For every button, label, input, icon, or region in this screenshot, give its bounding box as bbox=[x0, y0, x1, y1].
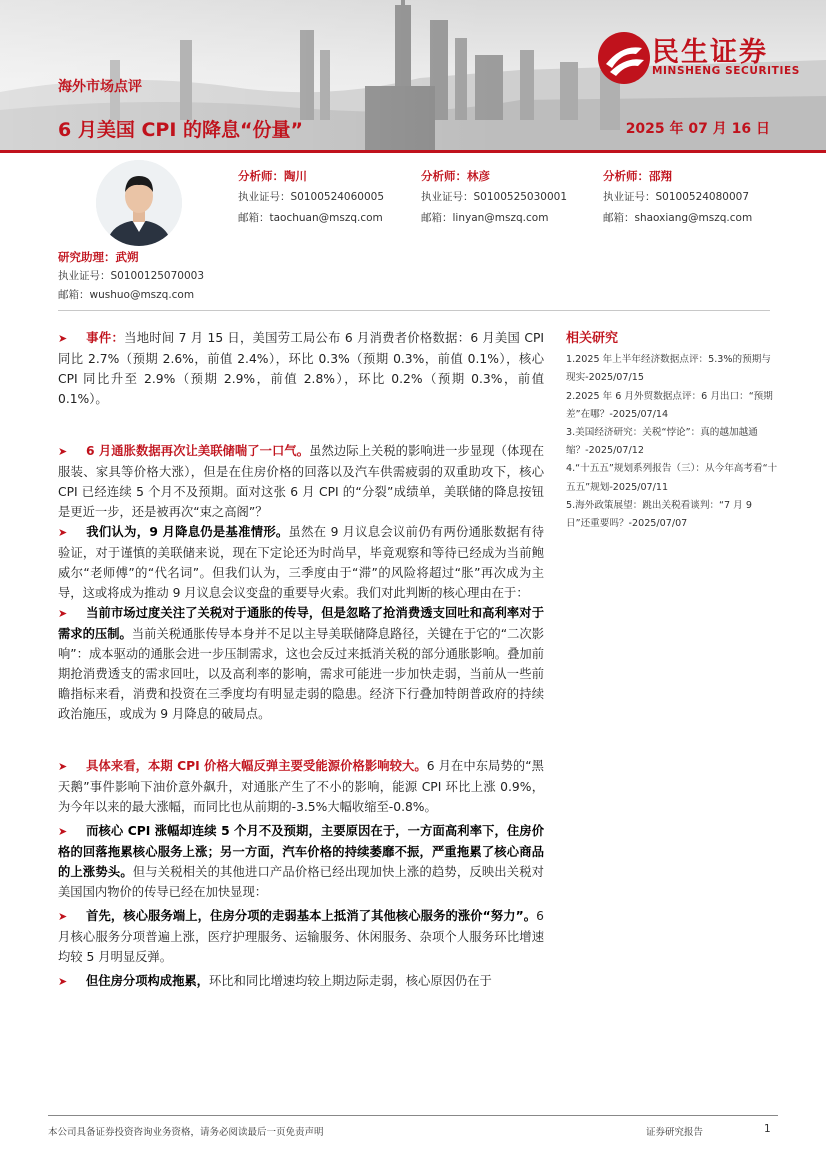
arrow-icon: ➤ bbox=[58, 526, 68, 539]
paragraph-core-cpi: ➤ 而核心 CPI 涨幅却连续 5 个月不及预期，主要原因在于，一方面高利率下，住房价格的回落拖累核心服务上涨；另一方面，汽车价格的持续萎靡不振，严重拖累了核心商品的上涨势头。但与关税相关的其他进口产品价格已经出现加快上涨的趋势，反映出关税对美国国内物价的传导已经在加快显现： bbox=[58, 824, 544, 899]
report-date: 2025 年 07 月 16 日 bbox=[625, 121, 770, 137]
report-title: 6 月美国 CPI 的降息“份量” bbox=[58, 119, 303, 141]
analyst-cert: 执业证号：S0100525030001 bbox=[421, 191, 568, 203]
paragraph-housing: ➤ 但住房分项构成拖累，环比和同比增速均较上期边际走弱，核心原因仍在于 bbox=[58, 971, 544, 992]
related-research-item[interactable]: 2.2025 年 6 月外贸数据点评：6 月出口：“预期差”在哪？-2025/07/14 bbox=[566, 390, 773, 420]
arrow-icon: ➤ bbox=[58, 910, 68, 923]
analyst-email[interactable]: 邮箱：linyan@mszq.com bbox=[421, 212, 549, 224]
analyst-card-3 bbox=[603, 166, 783, 229]
arrow-icon: ➤ bbox=[58, 975, 68, 988]
analyst-cert: 执业证号：S0100524060005 bbox=[238, 191, 385, 203]
paragraph-energy: ➤ 具体来看，本期 CPI 价格大幅反弹主要受能源价格影响较大。6 月在中东局势的“黑天鹅”事件影响下油价意外飙升，对通胀产生了不小的影响，能源 CPI 环比上涨 0.9%，为今年以来的最大涨幅，而同比也从前期的-3.5%大幅收缩至-0.8%。 bbox=[58, 759, 544, 814]
analyst-name: 分析师：陶川 bbox=[238, 169, 307, 183]
footer-disclaimer: 本公司具备证券投资咨询业务资格，请务必阅读最后一页免责声明 bbox=[48, 1127, 324, 1138]
paragraph-event: ➤ 事件：当地时间 7 月 15 日，美国劳工局公布 6 月消费者价格数据：6 月美国 CPI 同比 2.7%（预期 2.6%，前值 2.4%），环比 0.3%（预期 0.3%，前值 0.1%），核心 CPI 同比升至 2.9%（预期 2.9%，前值 2.8%），环比 0.2%（预期 0.3%，前值 0.1%）。 bbox=[58, 331, 544, 406]
footer-doc-type: 证券研究报告 bbox=[646, 1127, 704, 1138]
header-divider bbox=[0, 150, 826, 153]
analyst-email[interactable]: 邮箱：shaoxiang@mszq.com bbox=[603, 212, 753, 224]
logo-text-en: MINSHENG SECURITIES bbox=[652, 65, 800, 77]
arrow-icon: ➤ bbox=[58, 760, 68, 773]
analyst-card-1 bbox=[238, 166, 418, 229]
analyst-photo bbox=[96, 160, 182, 246]
related-research-title: 相关研究 bbox=[566, 331, 619, 346]
main-content bbox=[58, 328, 544, 992]
related-research bbox=[566, 330, 778, 533]
paragraph-view: ➤ 我们认为，9 月降息仍是基准情形。虽然在 9 月议息会议前仍有两份通胀数据有待验证，对于谨慎的美联储来说，现在下定论还为时尚早，毕竟观察和等待已经成为当前鲍威尔“老师傅”的“代名词”。但我们认为，三季度由于“滞”的风险将超过“胀”再次成为主导，这或将成为推动 9 月议息会议变盘的重要导火索。我们对此判断的核心理由在于： bbox=[58, 525, 544, 600]
page-number: 1 bbox=[764, 1123, 771, 1135]
paragraph-reason: ➤ 当前市场过度关注了关税对于通胀的传导，但是忽略了抢消费透支回吐和高利率对于需求的压制。当前关税通胀传导本身并不足以主导美联储降息路径，关键在于它的“二次影响”：成本驱动的通胀会进一步压制需求，这也会反过来抵消关税的部分通胀影响。叠加前期抢消费透支的需求回吐，以及高利率的影响，需求可能进一步加快走弱，当前从一些前瞻指标来看，消费和投资在三季度均有明显走弱的隐患。经济下行叠加特朗普政府的持续政治施压，或成为 9 月降息的破局点。 bbox=[58, 606, 544, 721]
related-research-item[interactable]: 5.海外政策展望：跳出关税看谈判：“7 月 9 日”还重要吗？-2025/07/07 bbox=[566, 499, 752, 530]
footer-divider bbox=[48, 1115, 778, 1116]
arrow-icon: ➤ bbox=[58, 445, 68, 458]
related-research-item[interactable]: 3.美国经济研究：关税“悖论”：真的越加越通缩？-2025/07/12 bbox=[566, 427, 758, 457]
arrow-icon: ➤ bbox=[58, 607, 68, 620]
report-type: 海外市场点评 bbox=[58, 79, 142, 95]
related-research-item[interactable]: 1.2025 年上半年经济数据点评：5.3%的预期与现实-2025/07/15 bbox=[566, 354, 771, 384]
arrow-icon: ➤ bbox=[58, 825, 68, 838]
analyst-cert: 执业证号：S0100524080007 bbox=[603, 191, 750, 203]
arrow-icon: ➤ bbox=[58, 332, 68, 345]
logo-text-cn: 民生证券 bbox=[652, 37, 768, 68]
section-divider bbox=[58, 310, 770, 311]
related-research-item[interactable]: 4.“十五五”规划系列报告（三）：从今年高考看“十五五”规划-2025/07/11 bbox=[566, 463, 778, 493]
analyst-email[interactable]: 邮箱：taochuan@mszq.com bbox=[238, 212, 383, 224]
assistant-cert: 执业证号：S0100125070003 bbox=[58, 270, 205, 282]
analyst-card-2 bbox=[421, 166, 601, 229]
analyst-name: 分析师：林彦 bbox=[421, 169, 490, 183]
assistant-name: 研究助理：武朔 bbox=[58, 250, 139, 264]
analyst-name: 分析师：邵翔 bbox=[603, 169, 672, 183]
paragraph-core-services: ➤ 首先，核心服务端上，住房分项的走弱基本上抵消了其他核心服务的涨价“努力”。6 月核心服务分项普遍上涨，医疗护理服务、运输服务、休闲服务、杂项个人服务环比增速均较 5 月明显反弹。 bbox=[58, 909, 544, 964]
research-assistant bbox=[58, 248, 204, 305]
assistant-email[interactable]: 邮箱：wushuo@mszq.com bbox=[58, 289, 195, 301]
paragraph-inflation: ➤ 6 月通胀数据再次让美联储喘了一口气。虽然边际上关税的影响进一步显现（体现在服装、家具等价格大涨），但是在住房价格的回落以及汽车供需疲弱的双重助攻下，核心 CPI 已经连续 5 个月不及预期。面对这张 6 月 CPI 的“分裂”成绩单，美联储的降息按钮是更近一步，还是被再次“束之高阁”？ bbox=[58, 444, 544, 519]
